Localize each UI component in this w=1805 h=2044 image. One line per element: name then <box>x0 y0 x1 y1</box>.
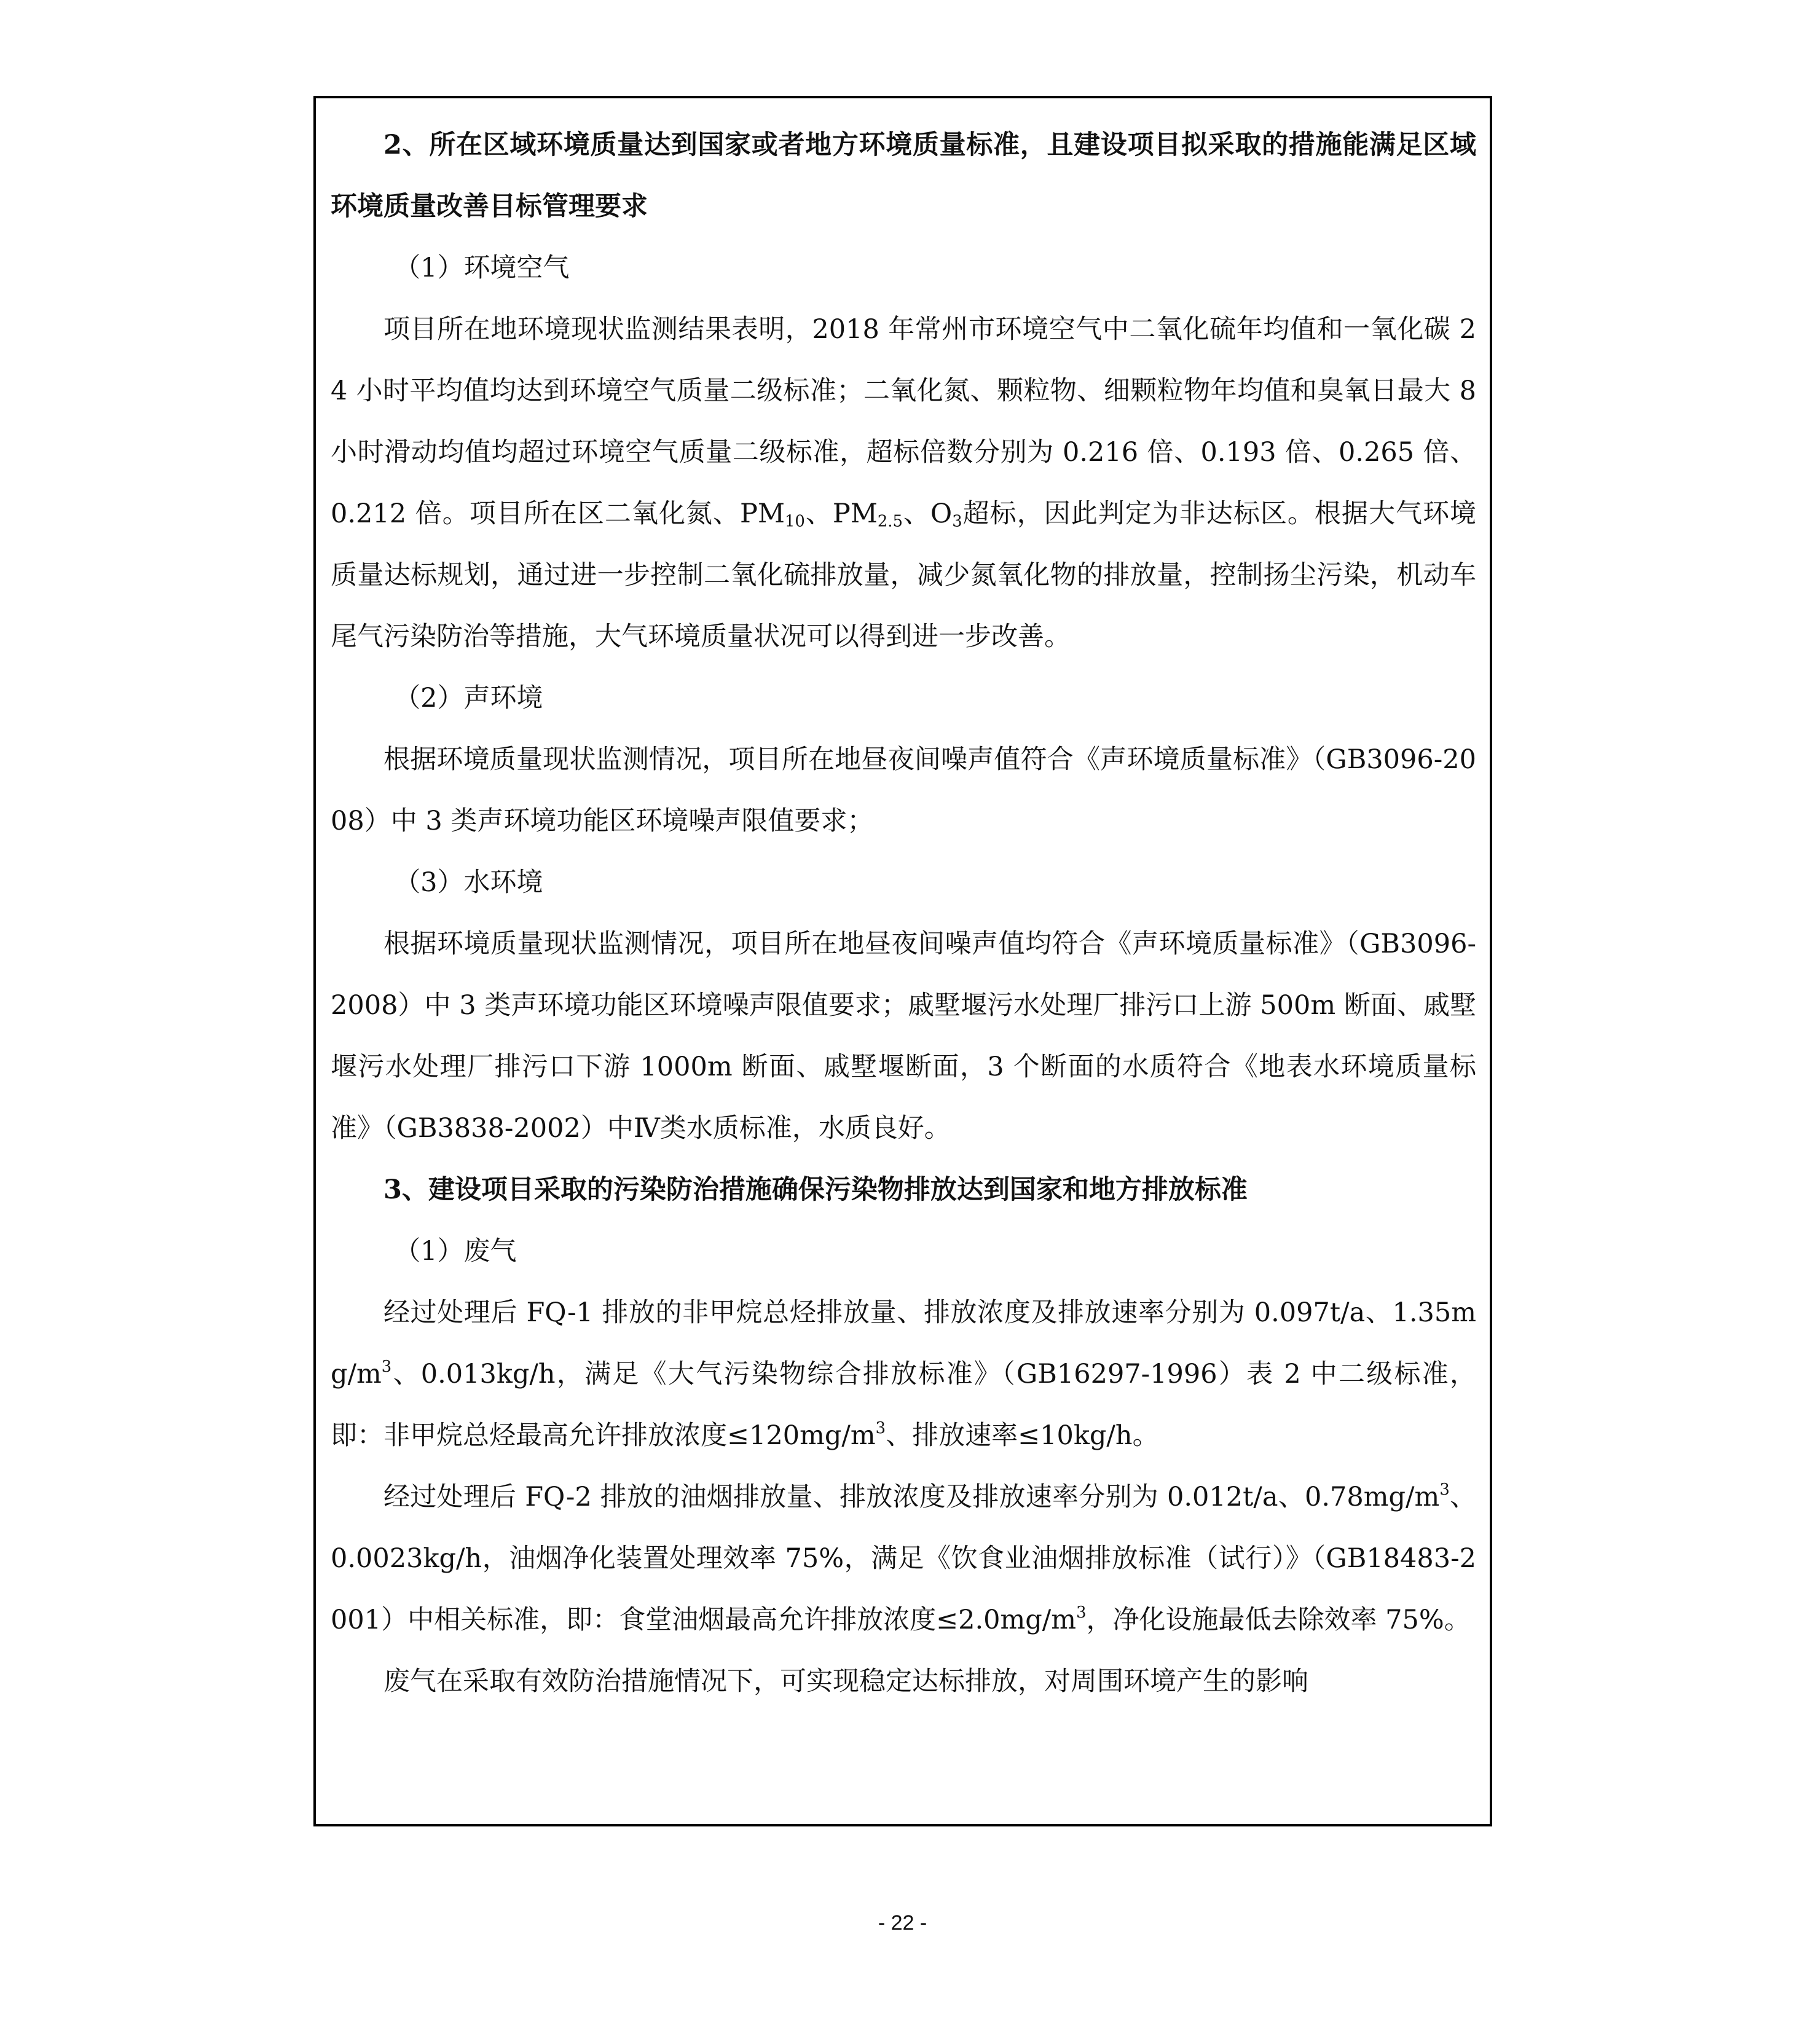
paragraph-air: 项目所在地环境现状监测结果表明，2018 年常州市环境空气中二氧化硫年均值和一氧化碳 24 小时平均值均达到环境空气质量二级标准；二氧化氮、颗粒物、细颗粒物年均值和臭氧日最大 8 小时滑动均值均超过环境空气质量二级标准，超标倍数分别为 0.216 倍、0.193 倍、0.265 倍、0.212 倍。项目所在区二氧化氮、$PM_{10}$、$PM_{2.5}$、$O_3$超标，因此判定为非达标区。根据大气环境质量达标规划，通过进一步控制二氧化硫排放量，减少氮氧化物的排放量，控制扬尘污染，机动车尾气污染防治等措施，大气环境质量状况可以得到进一步改善。 <box>331 314 1477 652</box>
paragraph-fq2: 经过处理后 FQ-2 排放的油烟排放量、排放浓度及排放速率分别为 0.012t/a、$0.78mg/m^3$、0.0023kg/h，油烟净化装置处理效率 75%，满足《饮食业油烟排放标准（试行）》（GB18483-2001）中相关标准，即：食堂油烟最高允许排放浓度$\le 2.0mg/m^3$，净化设施最低去除效率 75%。 <box>331 1480 1476 1635</box>
subheading-water: （3）水环境 <box>394 867 543 898</box>
page-number: - 22 - <box>878 1911 927 1935</box>
subheading-noise: （2）声环境 <box>394 683 543 713</box>
subheading-air: （1）环境空气 <box>394 253 570 283</box>
paragraph-water: 根据环境质量现状监测情况，项目所在地昼夜间噪声值均符合《声环境质量标准》（GB3096-2008）中 3 类声环境功能区环境噪声限值要求；戚墅堰污水处理厂排污口上游 500m 断面、戚墅堰污水处理厂排污口下游 1000m 断面、戚墅堰断面，3 个断面的水质符合《地表水环境质量标准》（GB3838-2002）中Ⅳ类水质标准，水质良好。 <box>331 929 1476 1144</box>
section-heading-3: 3、建设项目采取的污染防治措施确保污染物排放达到国家和地方排放标准 <box>383 1174 1248 1205</box>
document-frame <box>313 96 1492 1826</box>
paragraph-gas-conclusion: 废气在采取有效防治措施情况下，可实现稳定达标排放，对周围环境产生的影响 <box>383 1666 1308 1697</box>
section-heading-2: 2、所在区域环境质量达到国家或者地方环境质量标准，且建设项目拟采取的措施能满足区域环境质量改善目标管理要求 <box>331 130 1476 222</box>
paragraph-fq1: 经过处理后 FQ-1 排放的非甲烷总烃排放量、排放浓度及排放速率分别为 0.097t/a、$1.35mg/m^3$、0.013kg/h，满足《大气污染物综合排放标准》（GB16297-1996）表 2 中二级标准，即：非甲烷总烃最高允许排放浓度$\le 120mg/m^3$、排放速率≤10kg/h。 <box>331 1297 1476 1451</box>
subheading-gas: （1）废气 <box>394 1236 517 1267</box>
paragraph-noise: 根据环境质量现状监测情况，项目所在地昼夜间噪声值符合《声环境质量标准》（GB3096-2008）中 3 类声环境功能区环境噪声限值要求； <box>331 744 1476 836</box>
